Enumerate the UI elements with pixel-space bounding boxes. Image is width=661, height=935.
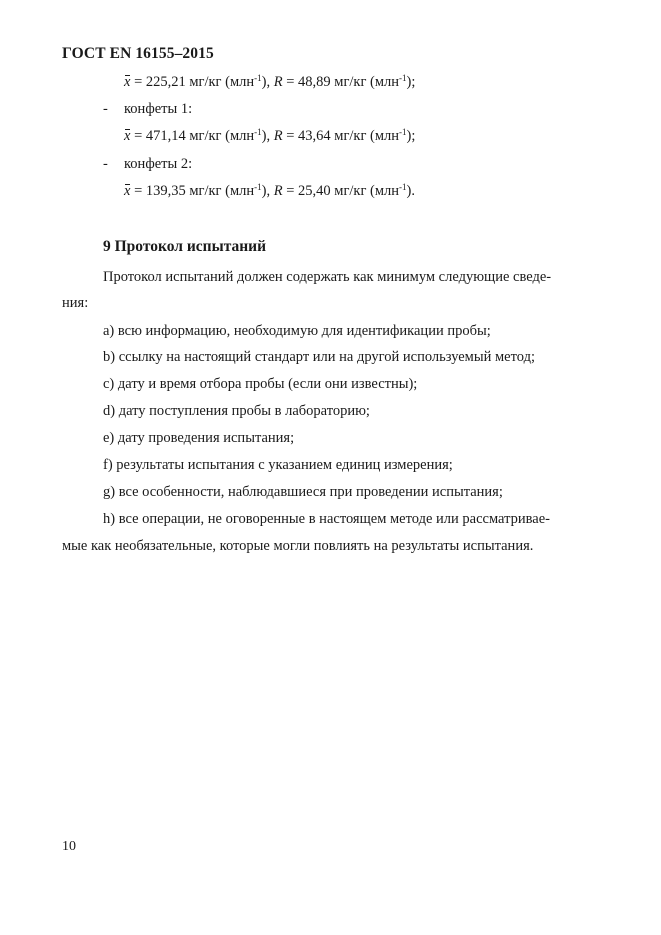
exponent: -1 <box>399 182 407 192</box>
list-dash: - <box>103 156 108 172</box>
list-dash: - <box>103 101 108 117</box>
page-number: 10 <box>62 839 76 854</box>
result-line <box>124 74 415 91</box>
sample-label: конфеты 2: <box>124 156 193 172</box>
exponent: -1 <box>254 127 262 137</box>
r-value: = 43,64 мг/кг (млн <box>286 128 400 144</box>
separator: ), <box>261 128 274 144</box>
separator: ), <box>261 74 274 90</box>
separator: ), <box>261 183 274 199</box>
line-end: ); <box>406 74 416 90</box>
r-symbol: R <box>273 74 283 90</box>
result-line <box>124 183 415 200</box>
list-item: f) результаты испытания с указанием единиц измерения; <box>103 457 453 473</box>
list-item: c) дату и время отбора пробы (если они известны); <box>103 376 418 392</box>
mean-value: = 225,21 мг/кг (млн <box>134 74 255 90</box>
result-line <box>124 128 415 145</box>
mean-value: = 471,14 мг/кг (млн <box>134 128 255 144</box>
list-item: d) дату поступления пробы в лабораторию; <box>103 403 370 419</box>
r-value: = 48,89 мг/кг (млн <box>286 74 400 90</box>
section-heading: 9 Протокол испытаний <box>103 238 267 255</box>
line-end: ). <box>406 183 416 199</box>
r-symbol: R <box>273 183 283 199</box>
intro-paragraph-line: ния: <box>62 295 89 311</box>
mean-value: = 139,35 мг/кг (млн <box>134 183 255 199</box>
mean-symbol: x <box>124 183 131 199</box>
exponent: -1 <box>399 127 407 137</box>
exponent: -1 <box>254 73 262 83</box>
list-item-continuation: мые как необязательные, которые могли повлиять на результаты испытания. <box>62 538 534 554</box>
list-item: h) все операции, не оговоренные в настоящем методе или рассматривае- <box>103 511 550 527</box>
r-symbol: R <box>273 128 283 144</box>
exponent: -1 <box>399 73 407 83</box>
list-item: b) ссылку на настоящий стандарт или на другой используемый метод; <box>103 349 535 365</box>
mean-symbol: x <box>124 74 131 90</box>
list-item: a) всю информацию, необходимую для идентификации пробы; <box>103 323 491 339</box>
mean-symbol: x <box>124 128 131 144</box>
sample-label: конфеты 1: <box>124 101 193 117</box>
intro-paragraph-line: Протокол испытаний должен содержать как минимум следующие сведе- <box>103 269 552 285</box>
r-value: = 25,40 мг/кг (млн <box>286 183 400 199</box>
list-item: g) все особенности, наблюдавшиеся при проведении испытания; <box>103 484 503 500</box>
document-header: ГОСТ EN 16155–2015 <box>62 45 214 62</box>
exponent: -1 <box>254 182 262 192</box>
list-item: e) дату проведения испытания; <box>103 430 295 446</box>
line-end: ); <box>406 128 416 144</box>
